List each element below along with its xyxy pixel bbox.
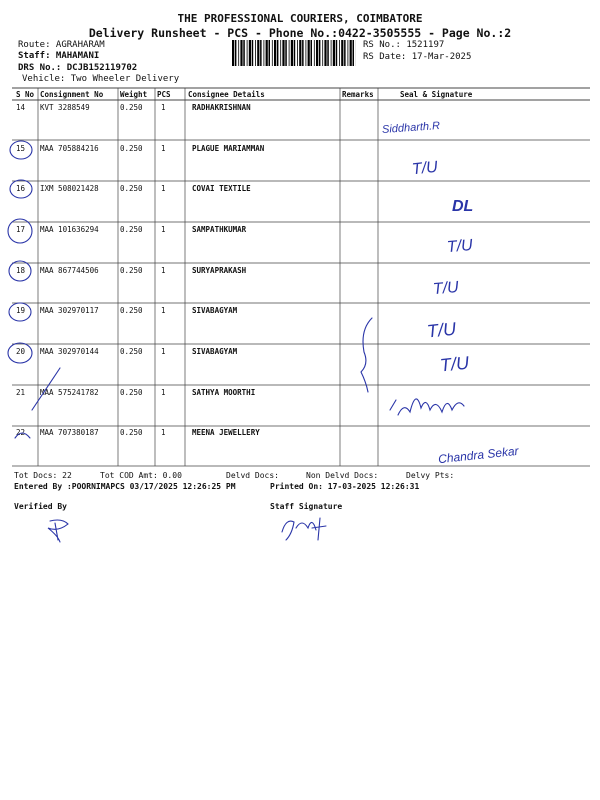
col-consignee: Consignee Details: [188, 90, 265, 99]
remarks-brace: [361, 318, 372, 392]
row-weight: 0.250: [120, 103, 143, 112]
row-consignment: IXM 508021428: [40, 184, 99, 193]
col-consignment: Consignment No: [40, 90, 104, 99]
signature-row-18: T/U: [432, 278, 460, 299]
tot-docs: Tot Docs: 22: [14, 471, 72, 480]
row-weight: 0.250: [120, 225, 143, 234]
row-pcs: 1: [161, 144, 166, 153]
runsheet-title: Delivery Runsheet - PCS - Phone No.:0422-3505555 - Page No.:2: [88, 26, 512, 40]
row-weight: 0.250: [120, 144, 143, 153]
row-pcs: 1: [161, 306, 166, 315]
row-sno: 18: [16, 266, 26, 275]
row-consignment: MAA 867744506: [40, 266, 99, 275]
col-sno: S No: [16, 90, 35, 99]
row-sno: 19: [16, 306, 26, 315]
row-pcs: 1: [161, 103, 166, 112]
signature-row-20: T/U: [438, 352, 470, 376]
signature-row-15: T/U: [411, 158, 439, 179]
row-consignment: MAA 705884216: [40, 144, 99, 153]
staff: Staff: MAHAMANI: [18, 51, 100, 61]
signature-row-14: Siddharth.R: [381, 119, 441, 137]
row-consignee: PLAGUE MARIAMMAN: [192, 144, 265, 153]
row-consignee: COVAI TEXTILE: [192, 184, 251, 193]
row-pcs: 1: [161, 388, 166, 397]
row-consignee: SATHYA MOORTHI: [192, 388, 256, 397]
col-remarks: Remarks: [342, 90, 374, 99]
row-pcs: 1: [161, 266, 166, 275]
vehicle: Vehicle: Two Wheeler Delivery: [22, 74, 180, 84]
staff-signature-label: Staff Signature: [270, 502, 343, 511]
row-consignment: KVT 3288549: [40, 103, 90, 112]
sno-circle-16: [10, 180, 32, 198]
staff-signature-mark: [282, 518, 326, 540]
row-sno: 16: [16, 184, 26, 193]
scribble-signature-21: [390, 399, 464, 415]
row-pcs: 1: [161, 225, 166, 234]
col-weight: Weight: [120, 90, 148, 99]
row-consignee: RADHAKRISHNAN: [192, 103, 251, 112]
signature-row-17: T/U: [446, 236, 474, 257]
rs-date: RS Date: 17-Mar-2025: [363, 52, 472, 62]
route: Route: AGRAHARAM: [18, 40, 105, 50]
delvd-docs: Delvd Docs:: [226, 471, 279, 480]
sno-mark-22: [15, 433, 30, 438]
row-consignee: SURYAPRAKASH: [192, 266, 247, 275]
row-consignment: MAA 302970144: [40, 347, 99, 356]
sno-circle-19: [9, 303, 31, 321]
row-sno: 22: [16, 428, 26, 437]
row-weight: 0.250: [120, 306, 143, 315]
row-consignment: MAA 302970117: [40, 306, 99, 315]
row-consignment: MAA 575241782: [40, 388, 99, 397]
row-consignee: SAMPATHKUMAR: [192, 225, 247, 234]
sno-strike-21: [32, 368, 60, 410]
row-weight: 0.250: [120, 184, 143, 193]
verified-by-mark: [48, 520, 68, 542]
row-weight: 0.250: [120, 347, 143, 356]
row-consignee: MEENA JEWELLERY: [192, 428, 260, 437]
row-sno: 14: [16, 103, 26, 112]
tot-cod-amt: Tot COD Amt: 0.00: [100, 471, 182, 480]
delvy-pts: Delvy Pts:: [406, 471, 455, 480]
rs-no: RS No.: 1521197: [363, 40, 445, 50]
printed-on: Printed On: 17-03-2025 12:26:31: [270, 482, 420, 491]
signature-row-19: T/U: [425, 318, 457, 342]
row-sno: 15: [16, 144, 26, 153]
row-pcs: 1: [161, 428, 166, 437]
non-delvd-docs: Non Delvd Docs:: [306, 471, 379, 480]
row-weight: 0.250: [120, 266, 143, 275]
row-consignee: SIVABAGYAM: [192, 347, 238, 356]
verified-by-label: Verified By: [14, 502, 67, 511]
row-sno: 17: [16, 225, 26, 234]
signature-row-22: Chandra Sekar: [437, 443, 520, 467]
row-weight: 0.250: [120, 428, 143, 437]
row-consignee: SIVABAGYAM: [192, 306, 238, 315]
row-consignment: MAA 707380187: [40, 428, 99, 437]
entered-by: Entered By :POORNIMAPCS 03/17/2025 12:26:25 PM: [14, 482, 236, 491]
sno-circle-18: [9, 261, 31, 281]
row-pcs: 1: [161, 347, 166, 356]
signature-row-16: DL: [452, 198, 474, 215]
col-pcs: PCS: [157, 90, 171, 99]
row-sno: 21: [16, 388, 26, 397]
row-sno: 20: [16, 347, 26, 356]
drs-no: DRS No.: DCJB152119702: [18, 63, 138, 73]
row-consignment: MAA 101636294: [40, 225, 99, 234]
row-weight: 0.250: [120, 388, 143, 397]
sno-circle-17: [8, 219, 32, 243]
col-seal-signature: Seal & Signature: [400, 90, 473, 99]
row-pcs: 1: [161, 184, 166, 193]
sno-circle-20: [8, 343, 32, 363]
company-title: THE PROFESSIONAL COURIERS, COIMBATORE: [177, 12, 423, 25]
sno-circle-15: [10, 141, 32, 159]
